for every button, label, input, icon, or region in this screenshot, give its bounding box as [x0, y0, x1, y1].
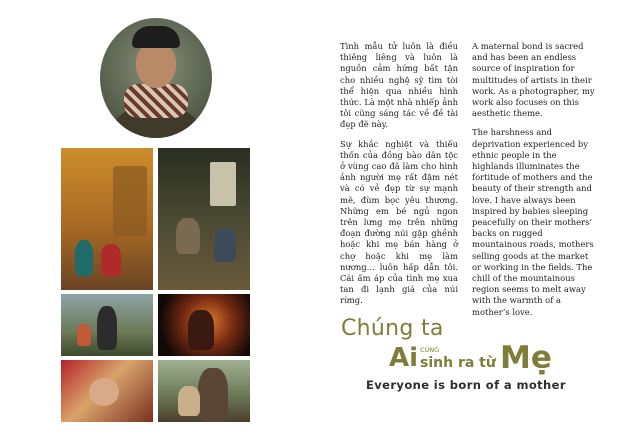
photo-mother-field [61, 294, 153, 356]
vi-paragraph-1: Tình mẫu tử luôn là điều thiêng liêng và luôn là nguồn cảm hứng bất tận cho nhiều nghệ sỹ tìm tòi thể hiện qua nhiều hình thức. Là một nhà nhiếp ảnh tôi cũng sáng tác về đề tài đẹp đẽ này. [340, 41, 458, 130]
photo-figure [198, 368, 228, 422]
vi-paragraph-2: Sự khắc nghiệt và thiếu thốn của đồng bào dân tộc ở vùng cao đã làm cho hình ảnh người mẹ rất đậm nét và có vẻ đẹp từ sự mạnh mẽ, đùm bọc yêu thương. Những em bé ngủ ngon trên lưng mẹ trên những đoạn đường núi gập ghềnh hoặc khi mẹ bán hàng ở chợ hoặc khi mẹ làm nương… luôn hấp dẫn tôi. Cái ấm áp của tình mẹ xua tan đi lạnh giá của núi rừng. [340, 138, 458, 306]
portrait-face [136, 42, 176, 88]
title-me: Mẹ [500, 340, 552, 376]
photo-figure [188, 310, 214, 350]
title-line-1: Chúng ta [341, 316, 444, 341]
photo-figure [101, 244, 121, 276]
photo-figure [77, 324, 91, 346]
photo-figure [176, 218, 200, 254]
title-sinh-ra-tu: sinh ra từ [420, 355, 496, 371]
vietnamese-text-column [340, 41, 458, 315]
photo-lantern-mother [158, 294, 250, 356]
en-paragraph-2: The harshness and deprivation experienced by ethnic people in the highlands illuminates the fortitude of mothers and the beauty of their strength and love. I have always been inspired by babies sleeping peacefully on their mothers’ backs on rugged mountainous roads, mothers selling goods at the market or working in the fields. The chill of the mountainous region seems to melt away with the warmth of a mother’s love. [472, 127, 594, 317]
photo-roof [113, 166, 147, 236]
portrait-hat [132, 26, 180, 48]
photo-kitchen-mother [158, 148, 250, 290]
portrait-scarf [124, 84, 188, 118]
photo-figure [214, 228, 236, 262]
title-cung: CÙNG [420, 346, 440, 354]
photo-figure [178, 386, 200, 416]
photo-mother-baby-back [158, 360, 250, 422]
photo-figure [75, 240, 93, 276]
english-subtitle: Everyone is born of a mother [366, 378, 566, 392]
english-text-column [472, 41, 596, 326]
photo-figure [97, 306, 117, 350]
photo-baby-face [89, 378, 119, 406]
photo-village-mother-child [61, 148, 153, 290]
author-portrait [100, 18, 212, 138]
title-ai: Ai [389, 343, 419, 373]
en-paragraph-1: A maternal bond is sacred and has been an endless source of inspiration for multitudes of artists in their work. As a photographer, my work also focuses on this aesthetic theme. [472, 41, 595, 119]
photo-doorway [210, 162, 236, 206]
photo-sleeping-baby [61, 360, 153, 422]
